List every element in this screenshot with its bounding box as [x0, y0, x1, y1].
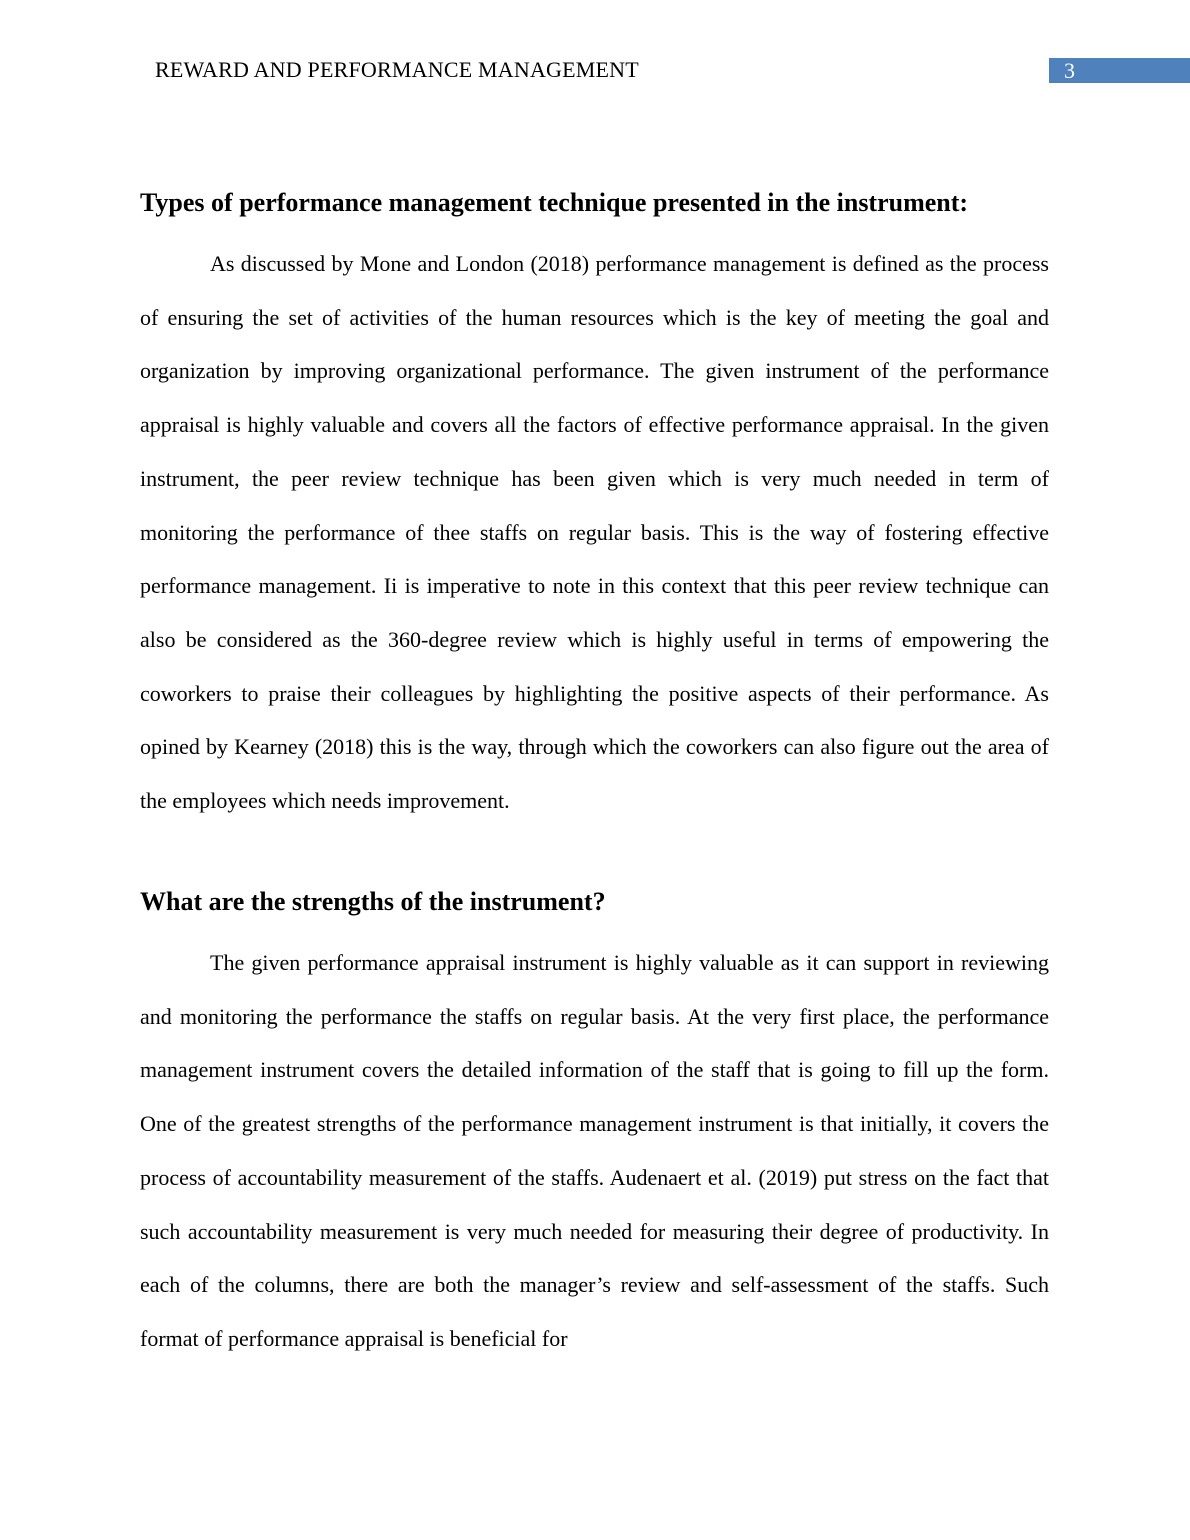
page-number-bar [1049, 58, 1190, 83]
section-heading-strengths: What are the strengths of the instrument? [140, 887, 606, 916]
running-head: REWARD AND PERFORMANCE MANAGEMENT [155, 57, 639, 82]
page-number: 3 [1064, 58, 1075, 83]
section-heading-techniques: Types of performance management technique presented in the instrument: [140, 188, 969, 217]
paragraph-techniques: As discussed by Mone and London (2018) performance management is defined as the process of ensuring the set of activities of the human resources which is the key of meeting the goal and organization by improving organizational performance. The given instrument of the performance appraisal is highly valuable and covers all the factors of effective performance appraisal. In the given instrument, the peer review technique has been given which is very much needed in term of monitoring the performance of thee staffs on regular basis. This is the way of fostering effective performance management. Ii is imperative to note in this context that this peer review technique can also be considered as the 360-degree review which is highly useful in terms of empowering the coworkers to praise their colleagues by highlighting the positive aspects of their performance. As opined by Kearney (2018) this is the way, through which the coworkers can also figure out the area of the employees which needs improvement. [140, 251, 1049, 814]
paragraph-strengths: The given performance appraisal instrument is highly valuable as it can support in reviewing and monitoring the performance the staffs on regular basis. At the very first place, the performance management instrument covers the detailed information of the staff that is going to fill up the form. One of the greatest strengths of the performance management instrument is that initially, it covers the process of accountability measurement of the staffs. Audenaert et al. (2019) put stress on the fact that such accountability measurement is very much needed for measuring their degree of productivity. In each of the columns, there are both the manager’s review and self-assessment of the staffs. Such format of performance appraisal is beneficial for [140, 950, 1049, 1351]
